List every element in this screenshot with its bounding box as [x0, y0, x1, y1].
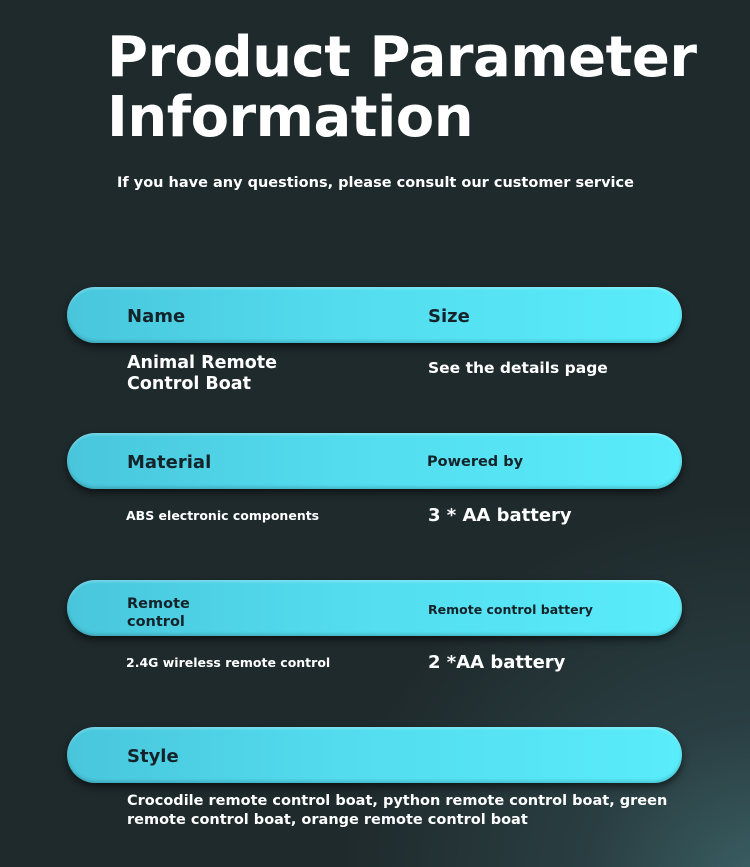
material-value: ABS electronic components [126, 508, 320, 523]
remote-control-label [127, 595, 190, 631]
name-label: Name [127, 306, 186, 327]
title-line-1: Product Parameter [107, 25, 697, 90]
page-title [107, 25, 727, 150]
remote-control-value: 2.4G wireless remote control [126, 655, 331, 670]
subtitle: If you have any questions, please consult our customer service [117, 175, 634, 191]
style-value-line-2: remote control boat, orange remote control boat [127, 812, 528, 828]
size-value: See the details page [428, 359, 608, 377]
powered-by-value: 3 * AA battery [428, 505, 572, 526]
name-value [127, 353, 277, 395]
name-value-line-2: Control Boat [127, 374, 251, 394]
title-line-2: Information [107, 85, 474, 150]
remote-battery-label: Remote control battery [428, 602, 593, 617]
style-value-line-1: Crocodile remote control boat, python remote control boat, green [127, 793, 668, 809]
remote-battery-value: 2 *AA battery [428, 652, 566, 673]
style-value [127, 792, 727, 830]
size-label: Size [428, 306, 470, 327]
style-label: Style [127, 746, 179, 767]
remote-control-label-line-1: Remote [127, 596, 190, 612]
material-label: Material [127, 452, 212, 473]
name-value-line-1: Animal Remote [127, 353, 277, 373]
powered-by-label: Powered by [427, 454, 524, 470]
remote-control-label-line-2: control [127, 614, 185, 630]
